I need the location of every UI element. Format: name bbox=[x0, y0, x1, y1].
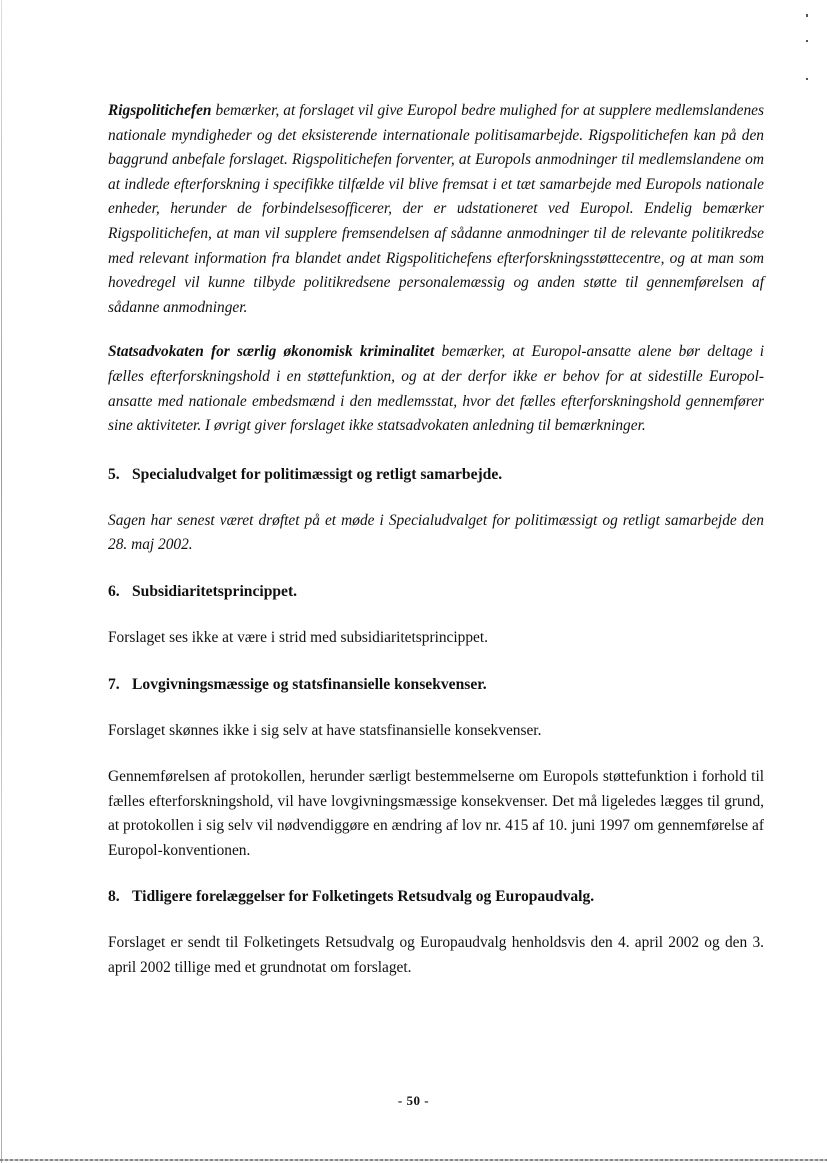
section-title: Specialudvalget for politimæssigt og retligt samarbejde. bbox=[132, 465, 503, 483]
page-number: - 50 - bbox=[397, 1093, 430, 1108]
section-7 bbox=[108, 673, 764, 864]
scan-left-edge bbox=[1, 0, 2, 1163]
scan-speck bbox=[806, 78, 808, 80]
paragraph-text: bemærker, at forslaget vil give Europol bedre mulighed for at supplere medlemslandenes nationale myndigheder og det eksisterende internationale politisamarbejde. Rigspolitichefen kan på den baggrund anbefale forslaget. Rigspolitichefen forventer, at Europols anmodninger til medlemslandene om at indlede efterforskning i specifikke tilfælde vil blive fremsat i et tæt samarbejde med Europols nationale enheder, herunder de forbindelsesofficerer, der er udstationeret ved Europol. Endelig bemærker Rigspolitichefen, at man vil supplere fremsendelsen af sådanne anmodninger til de relevante politikredse med relevant information fra blandet andet Rigspolitichefens efterforskningsstøttecentre, og at man som hovedregel vil kunne tilbyde politikredsene personalemæssig og anden støtte til gennemførelsen af sådanne anmodninger. bbox=[108, 102, 764, 316]
section-paragraph: Forslaget ses ikke at være i strid med subsidiaritetsprincippet. bbox=[108, 628, 488, 646]
section-paragraph: Forslaget skønnes ikke i sig selv at have statsfinansielle konsekvenser. bbox=[108, 721, 542, 739]
section-number: 6. bbox=[108, 582, 120, 600]
scan-speck bbox=[806, 14, 808, 17]
section-number: 7. bbox=[108, 675, 120, 693]
section-number: 8. bbox=[108, 888, 120, 906]
section-8 bbox=[108, 885, 764, 980]
section-heading bbox=[108, 673, 764, 697]
section-paragraph: Forslaget er sendt til Folketingets Retsudvalg og Europaudvalg henholdsvis den 4. april 2002 og den 3. april 2002 tillige med et grundnotat om forslaget. bbox=[108, 934, 764, 977]
section-paragraph: Sagen har senest været drøftet på et møde i Specialudvalget for politimæssigt og retligt samarbejde den 28. maj 2002. bbox=[108, 511, 764, 554]
scan-bottom-edge bbox=[0, 1159, 827, 1161]
comment-paragraph-rigspolitichefen bbox=[108, 99, 764, 320]
section-paragraph: Gennemførelsen af protokollen, herunder særligt bestemmelserne om Europols støttefunktion i forhold til fælles efterforskningshold, vil have lovgivningsmæssige konsekvenser. Det må ligeledes lægges til grund, at protokollen i sig selv vil nødvendiggøre en ændring af lov nr. 415 af 10. juni 1997 om gennemførelse af Europol-konventionen. bbox=[108, 768, 764, 859]
section-title: Subsidiaritetsprincippet. bbox=[132, 582, 298, 600]
section-title: Tidligere forelæggelser for Folketingets Retsudvalg og Europaudvalg. bbox=[132, 888, 595, 906]
section-title: Lovgivningsmæssige og statsfinansielle konsekvenser. bbox=[132, 675, 487, 693]
comment-paragraph-statsadvokaten bbox=[108, 340, 764, 438]
document-body bbox=[108, 99, 764, 1001]
scan-speck bbox=[806, 40, 808, 42]
section-6 bbox=[108, 580, 764, 651]
paragraph-text: bemærker, at Europol-ansatte alene bør deltage i fælles efterforskningshold i en støttefunktion, og at der derfor ikke er behov for at sidestille Europol-ansatte med nationale embedsmænd i den medlemsstat, hvor det fælles efterforskningshold gennemfører sine aktiviteter. I øvrigt giver forslaget ikke statsadvokaten anledning til bemærkninger. bbox=[108, 343, 765, 435]
section-5 bbox=[108, 463, 764, 558]
section-heading bbox=[108, 580, 764, 604]
section-number: 5. bbox=[108, 465, 120, 483]
section-heading bbox=[108, 885, 764, 909]
paragraph-lead: Rigspolitichefen bbox=[108, 102, 212, 119]
section-heading bbox=[108, 463, 764, 487]
paragraph-lead: Statsadvokaten for særlig økonomisk kriminalitet bbox=[108, 343, 435, 361]
